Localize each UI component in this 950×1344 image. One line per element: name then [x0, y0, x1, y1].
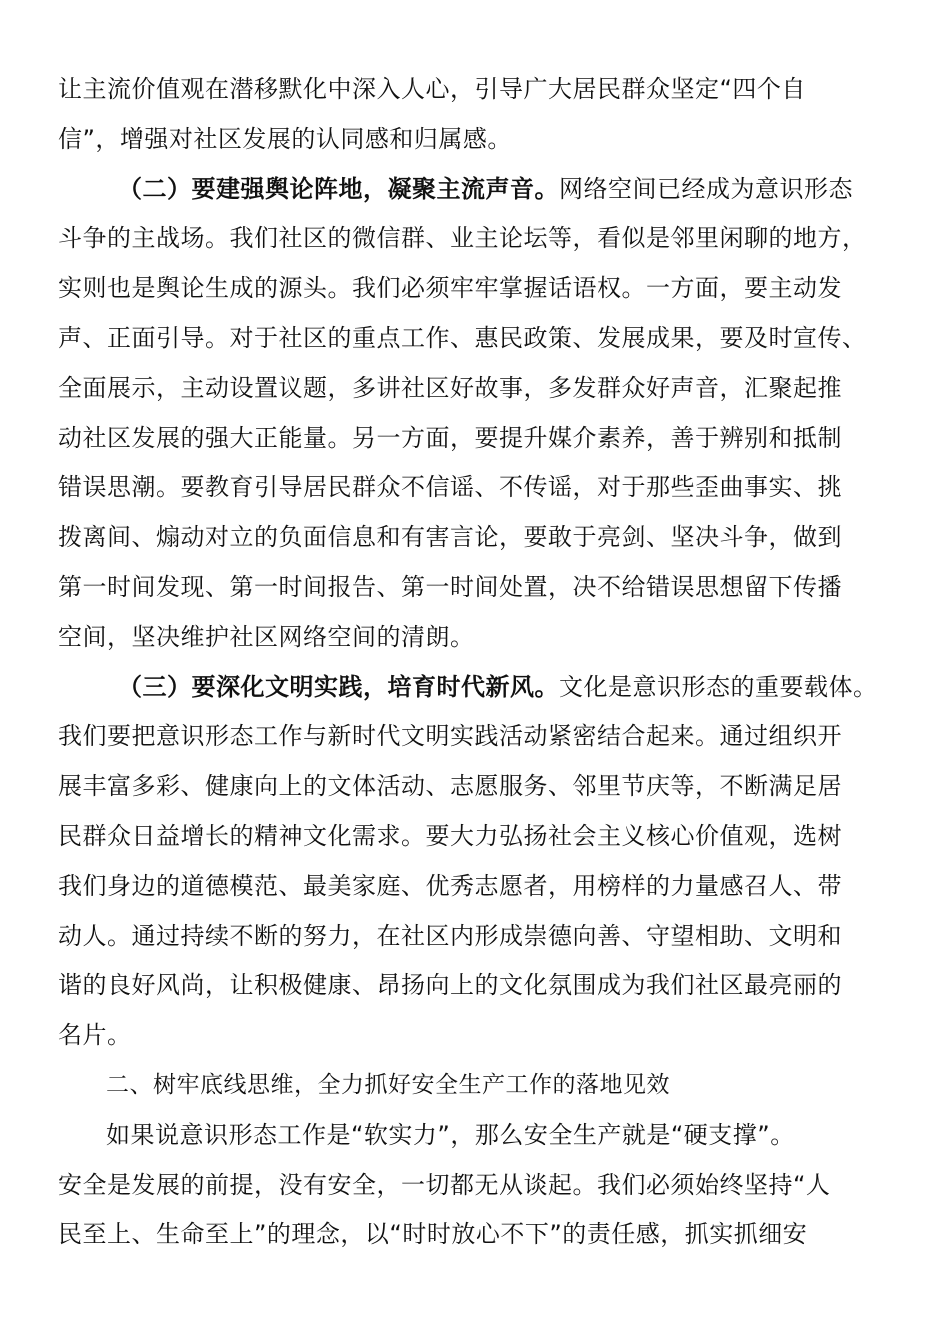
text-line: 动社区发展的强大正能量。另一方面，要提升媒介素养，善于辨别和抵制 [58, 423, 842, 452]
text-line: 让主流价值观在潜移默化中深入人心，引导广大居民群众坚定“四个自 [58, 75, 806, 103]
text-line: 实则也是舆论生成的源头。我们必须牢牢掌握话语权。一方面，要主动发 [58, 274, 842, 303]
text-line: 谐的良好风尚，让积极健康、昂扬向上的文化氛围成为我们社区最亮丽的 [58, 971, 842, 1000]
text-line: 动人。通过持续不断的努力，在社区内形成崇德向善、守望相助、文明和 [58, 921, 842, 950]
text-line: 错误思潮。要教育引导居民群众不信谣、不传谣，对于那些歪曲事实、挑 [58, 473, 842, 502]
text-line: 名片。 [58, 1021, 132, 1050]
text-line: 斗争的主战场。我们社区的微信群、业主论坛等，看似是邻里闲聊的地方， [58, 224, 867, 253]
text-line: 展丰富多彩、健康向上的文体活动、志愿服务、邻里节庆等，不断满足居 [58, 772, 842, 801]
paragraph-heading: （二）要建强舆论阵地，凝聚主流声音。 [118, 174, 559, 203]
document-page [58, 65, 892, 1260]
text-line: 我们要把意识形态工作与新时代文明实践活动紧密结合起来。通过组织开 [58, 722, 842, 751]
paragraph-text: 文化是意识形态的重要载体。 [559, 672, 878, 701]
text-line: 民至上、生命至上”的理念，以“时时放心不下”的责任感，抓实抓细安 [58, 1220, 808, 1249]
paragraph-first-line [58, 165, 892, 215]
paragraph-first-line [58, 663, 892, 713]
text-line: 民群众日益增长的精神文化需求。要大力弘扬社会主义核心价值观，选树 [58, 821, 842, 850]
text-line: 第一时间发现、第一时间报告、第一时间处置，决不给错误思想留下传播 [58, 572, 842, 601]
text-line: 我们身边的道德模范、最美家庭、优秀志愿者，用榜样的力量感召人、带 [58, 871, 842, 900]
paragraph-heading: （三）要深化文明实践，培育时代新风。 [118, 672, 559, 701]
text-line: 空间，坚决维护社区网络空间的清朗。 [58, 622, 475, 651]
paragraph-first-line: 如果说意识形态工作是“软实力”，那么安全生产就是“硬支撑”。 [106, 1120, 795, 1149]
text-line: 声、正面引导。对于社区的重点工作、惠民政策、发展成果，要及时宣传、 [58, 323, 867, 352]
text-line: 拨离间、煽动对立的负面信息和有害言论，要敢于亮剑、坚决斗争，做到 [58, 523, 842, 552]
paragraph-text: 网络空间已经成为意识形态 [559, 174, 853, 203]
section-title: 二、树牢底线思维，全力抓好安全生产工作的落地见效 [106, 1071, 670, 1098]
text-line: 全面展示，主动设置议题，多讲社区好故事，多发群众好声音，汇聚起推 [58, 373, 842, 402]
text-line: 信”，增强对社区发展的认同感和归属感。 [58, 124, 512, 153]
text-line: 安全是发展的前提，没有安全，一切都无从谈起。我们必须始终坚持“人 [58, 1170, 831, 1199]
